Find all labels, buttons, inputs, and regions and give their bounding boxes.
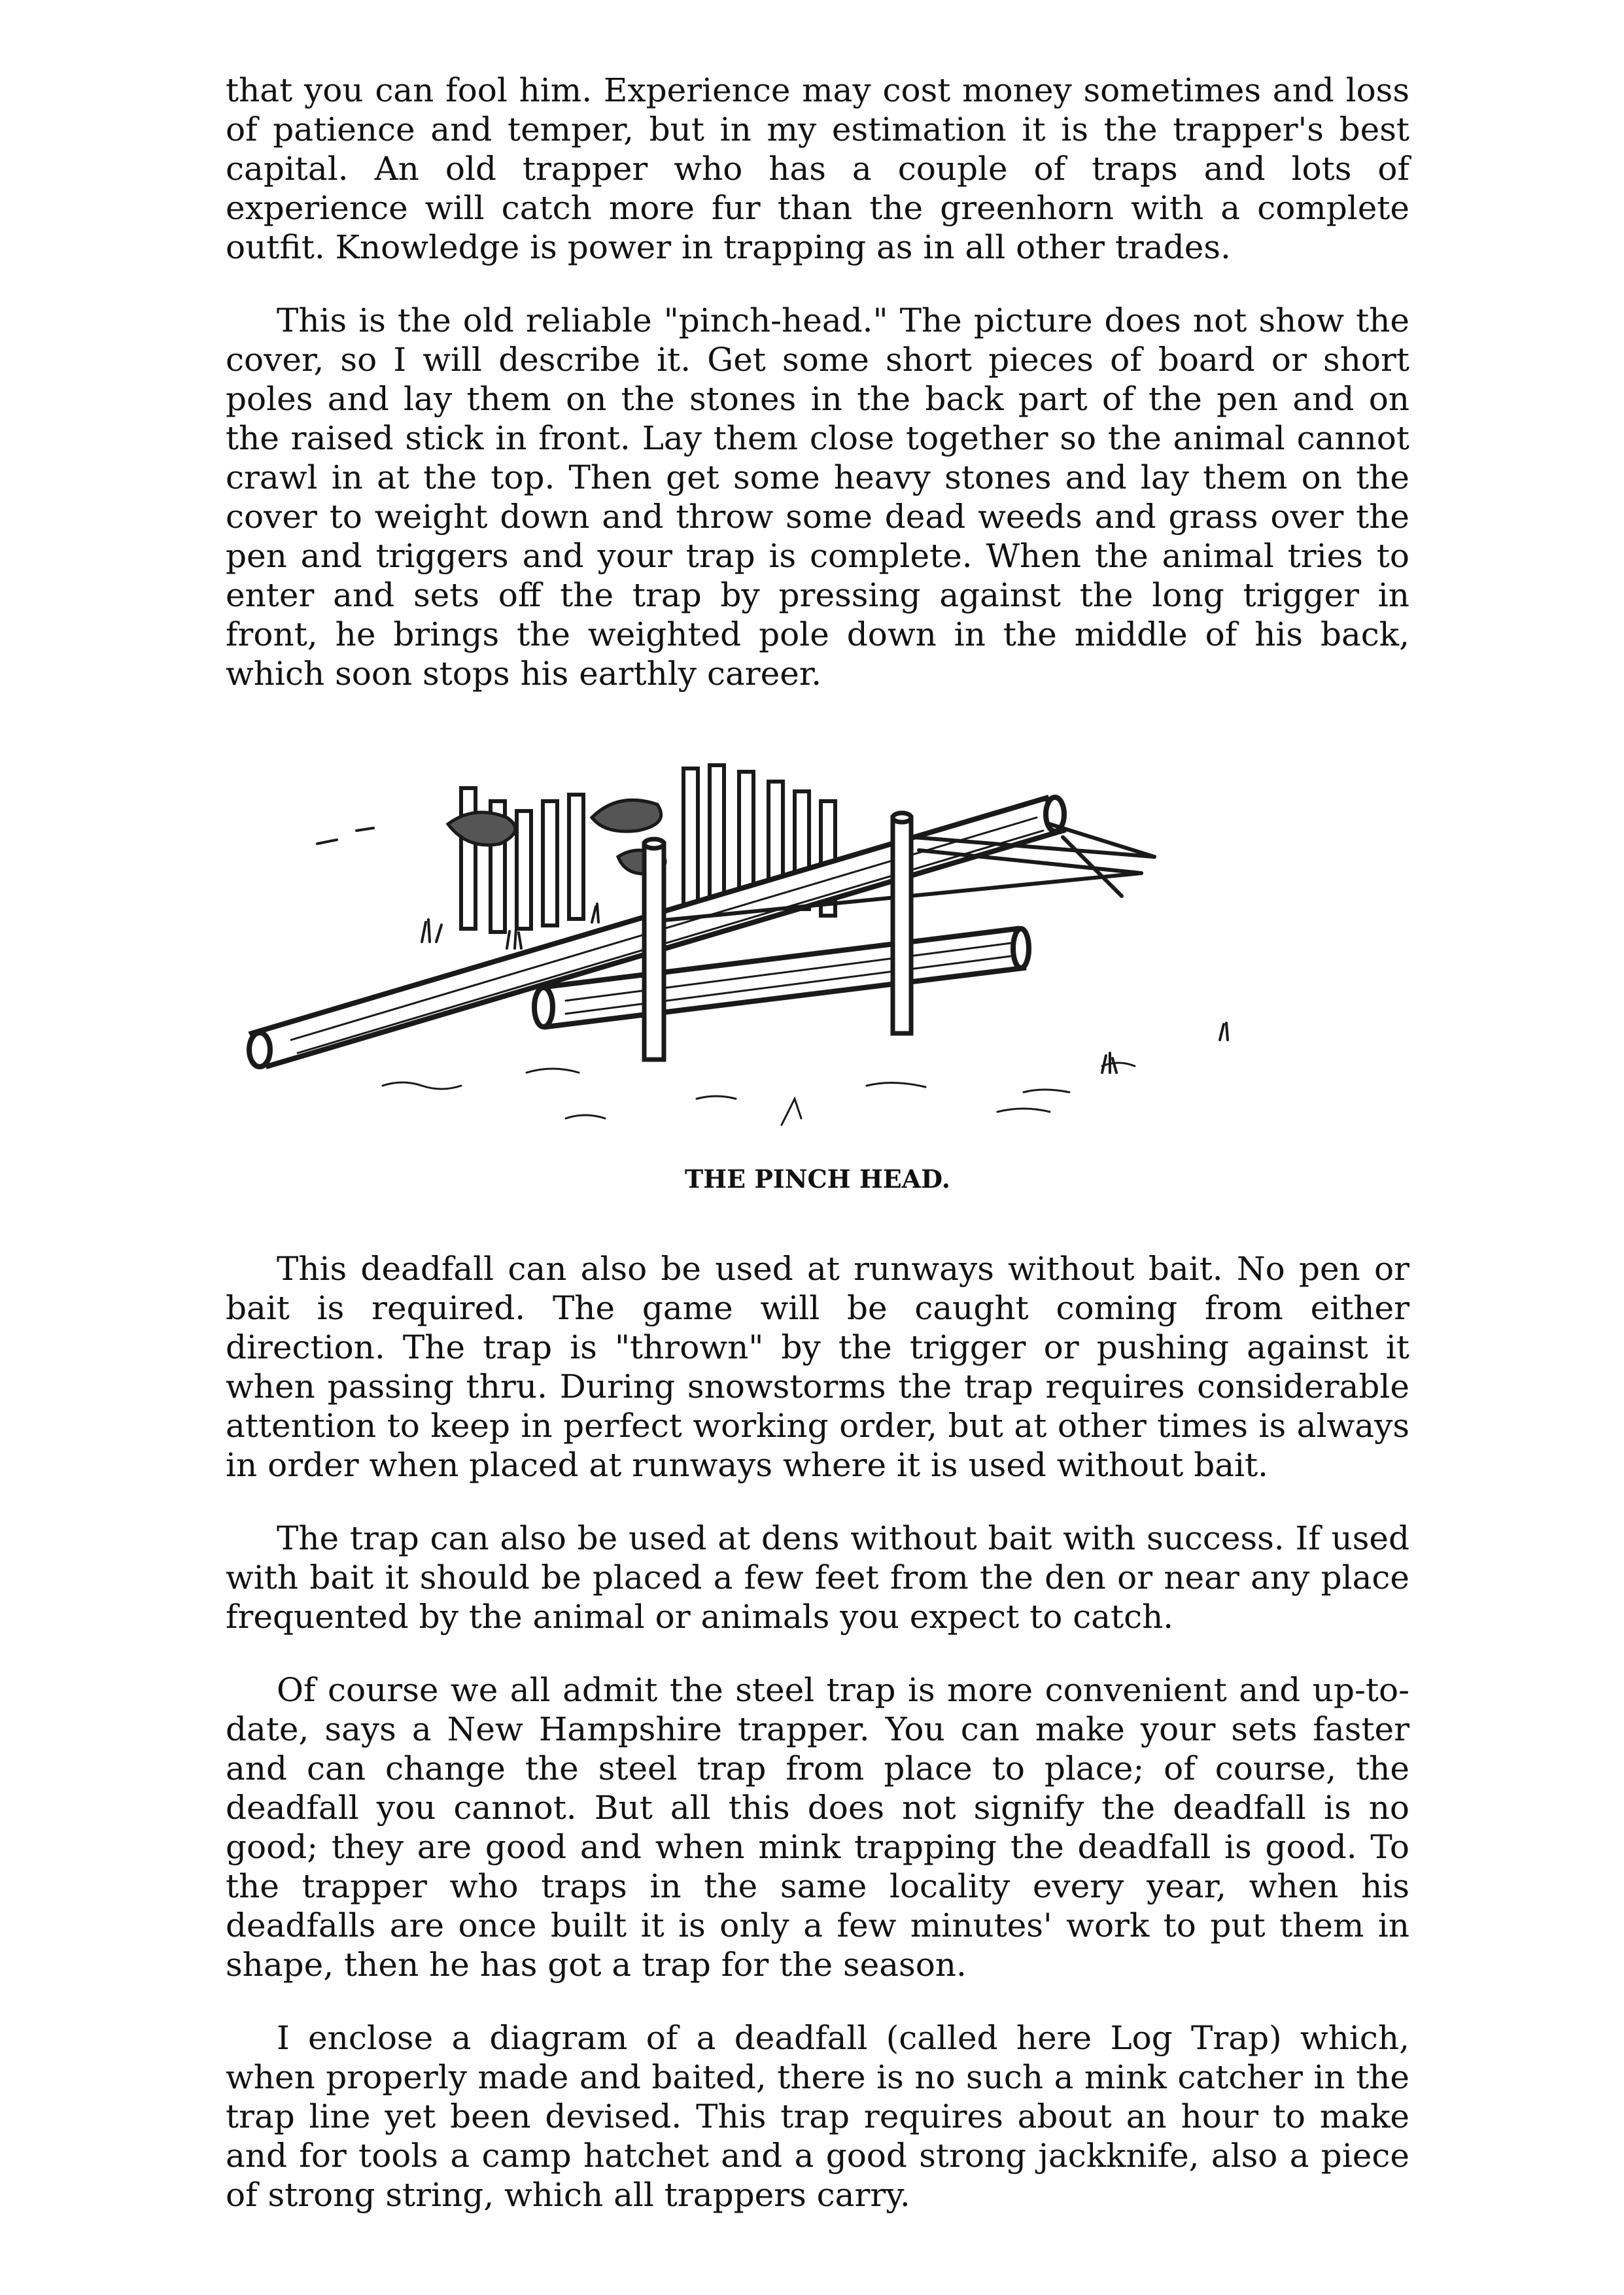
paragraph-5: Of course we all admit the steel trap is more convenient and up-to-date, says a New Hampshire trapper. You can make your sets faster and can change the steel trap from place to place; of course, the deadfall you cannot. But all this does not signify the deadfall is no good; they are good and when mink trapping the deadfall is good. To the trapper who traps in the same locality every year, when his deadfalls are once built it is only a few minutes' work to put them in shape, then he has got a trap for the season. <box>226 1671 1409 1984</box>
paragraph-2: This is the old reliable "pinch-head." The picture does not show the cover, so I will describe it. Get some short pieces of board or short poles and lay them on the stones in the back part of the pen and on the raised stick in front. Lay them close together so the animal cannot crawl in at the top. Then get some heavy stones and lay them on the cover to weight down and throw some dead weeds and grass over the pen and triggers and your trap is complete. When the animal tries to enter and sets off the trap by pressing against the long trigger in front, he brings the weighted pole down in the middle of his back, which soon stops his earthly career. <box>226 302 1409 693</box>
page-body <box>226 71 1409 2249</box>
paragraph-6: I enclose a diagram of a deadfall (called here Log Trap) which, when properly made and baited, there is no such a mink catcher in the trap line yet been devised. This trap requires about an hour to make and for tools a camp hatchet and a good strong jackknife, also a piece of strong string, which all trappers carry. <box>226 2019 1409 2214</box>
paragraph-1: that you can fool him. Experience may cost money sometimes and loss of patience and temper, but in my estimation it is the trapper's best capital. An old trapper who has a couple of traps and lots of experience will catch more fur than the greenhorn with a complete outfit. Knowledge is power in trapping as in all other trades. <box>226 71 1409 266</box>
pinch-head-figure <box>226 733 1409 1223</box>
pinch-head-deadfall-illustration <box>226 733 1409 1158</box>
paragraph-3: This deadfall can also be used at runways without bait. No pen or bait is required. The game will be caught coming from either direction. The trap is "thrown" by the trigger or pushing against it when passing thru. During snowstorms the trap requires considerable attention to keep in perfect working order, but at other times is always in order when placed at runways where it is used without bait. <box>226 1250 1409 1484</box>
paragraph-4: The trap can also be used at dens without bait with success. If used with bait it should be placed a few feet from the den or near any place frequented by the animal or animals you expect to catch. <box>226 1519 1409 1636</box>
figure-caption: THE PINCH HEAD. <box>684 1164 950 1194</box>
